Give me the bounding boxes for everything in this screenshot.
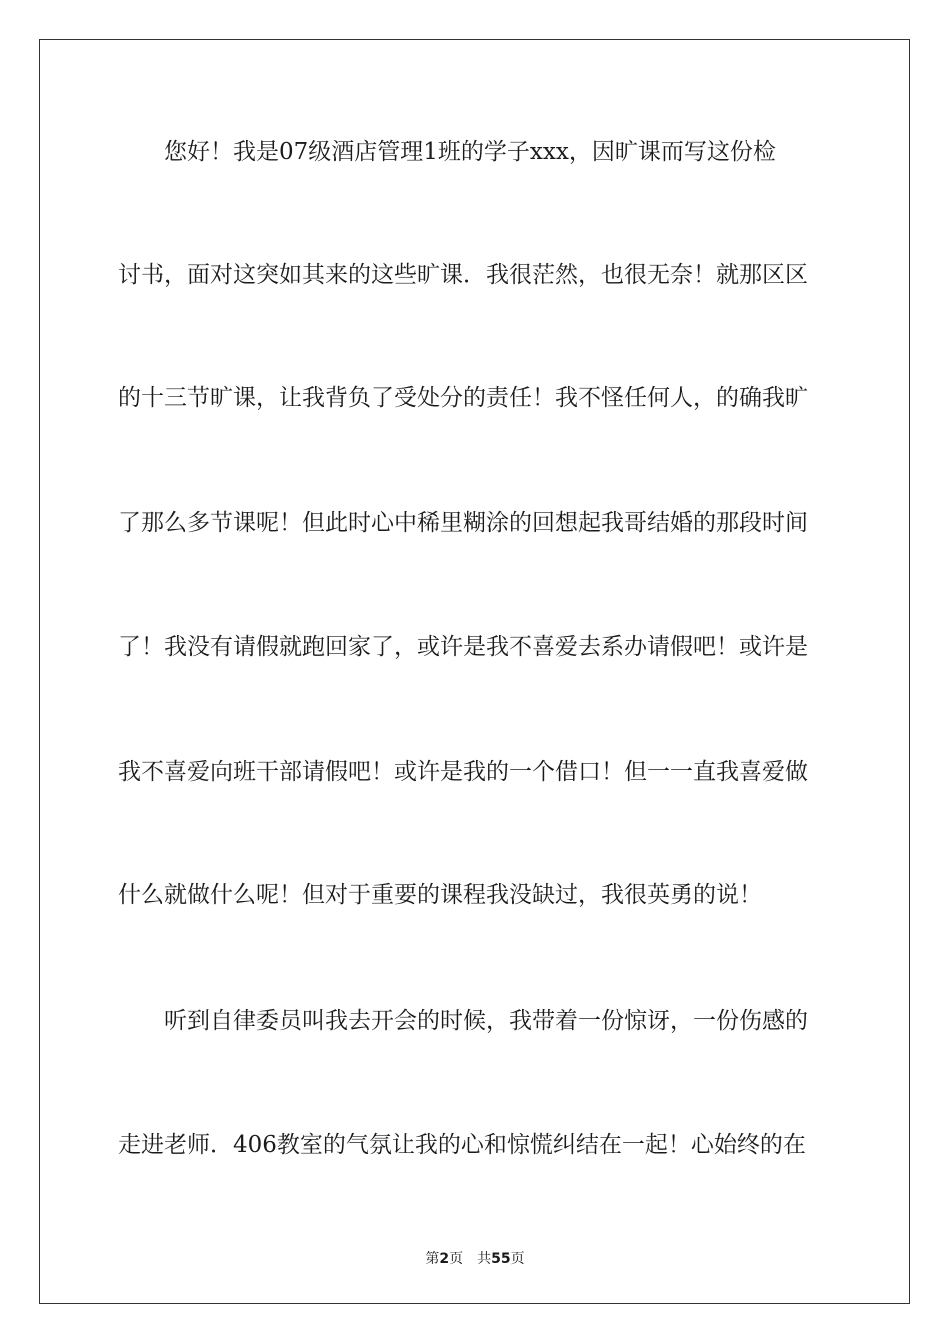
text-line-1: 您好！我是07级酒店管理1班的学子xxx，因旷课而写这份检	[164, 139, 776, 165]
text-line-6: 我不喜爱向班干部请假吧！或许是我的一个借口！但一一直我喜爱做	[118, 759, 808, 785]
total-pages: 55	[491, 1251, 511, 1267]
page-border	[39, 39, 910, 1304]
text-line-4: 了那么多节课呢！但此时心中稀里糊涂的回想起我哥结婚的那段时间	[118, 510, 808, 536]
text-line-7: 什么就做什么呢！但对于重要的课程我没缺过，我很英勇的说！	[118, 882, 762, 908]
text-line-9: 走进老师．406教室的气氛让我的心和惊慌纠结在一起！心始终的在	[118, 1132, 806, 1158]
text-line-5: 了！我没有请假就跑回家了，或许是我不喜爱去系办请假吧！或许是	[118, 634, 808, 660]
page-prefix: 第	[425, 1251, 440, 1267]
page-number: 2	[439, 1251, 450, 1267]
page-footer	[0, 1248, 950, 1268]
total-suffix: 页	[510, 1251, 525, 1267]
text-line-2: 讨书，面对这突如其来的这些旷课．我很茫然，也很无奈！就那区区	[118, 262, 808, 288]
page-suffix: 页	[449, 1251, 464, 1267]
text-line-3: 的十三节旷课，让我背负了受处分的责任！我不怪任何人，的确我旷	[118, 385, 808, 411]
text-line-8: 听到自律委员叫我去开会的时候，我带着一份惊讶，一份伤感的	[164, 1008, 808, 1034]
total-prefix: 共	[477, 1251, 492, 1267]
